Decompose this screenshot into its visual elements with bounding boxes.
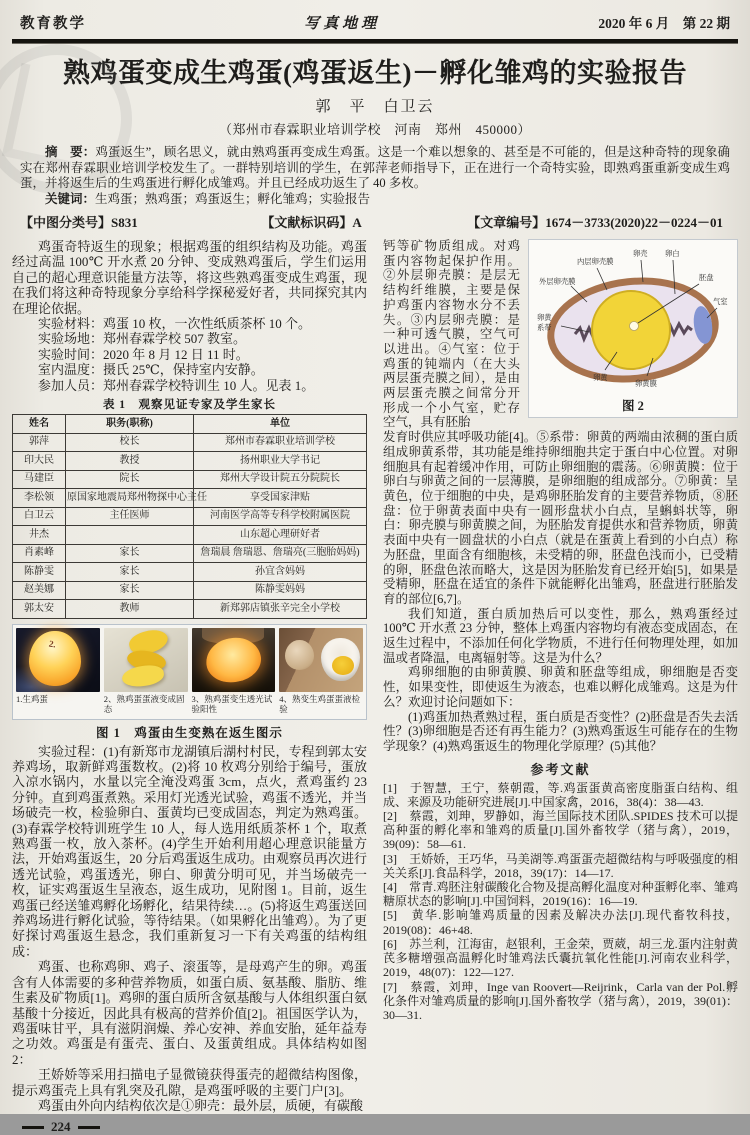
figure1-photo-strip [12, 624, 367, 720]
header-section-name: 教育教学 [20, 16, 86, 32]
abstract-label: 摘 要： [45, 145, 96, 160]
cell-role: 家长 [66, 581, 194, 600]
abstract-text: 鸡蛋返生”，顾名思义，就由熟鸡蛋再变成生鸡蛋。这是一个难以想象的、甚至是不可能的，但是这种奇特的现象确实在郑州春霖职业培训学校发生了。一群特别培训的学生，在郭萍老师指导下，正在进行一个奇特实验，即熟鸡蛋重新变成生鸡蛋，并将返生后的生鸡蛋进行孵化成雏鸡。并且已经成功返生了 40 多枚。 [20, 145, 730, 191]
cell-unit: 享受国家津贴 [194, 489, 367, 508]
glowing-egg [29, 631, 81, 686]
cell-name: 白卫云 [13, 507, 66, 526]
document-code: 【文献标识码】A [261, 215, 362, 231]
photo-cracked-egg [279, 628, 363, 716]
cell-unit: 郑州大学设计院五分院院长 [194, 470, 367, 489]
reference-item: [6] 苏兰利，江海宙，赵银利，王金荣，贾葳，胡三龙.蛋内注射黄芪多糖增强高温孵化时雏鸡法氏囊抗氧化性能[J].河南农业科学，2019，48(07)：122—127. [383, 936, 738, 980]
abstract [20, 145, 730, 192]
article-title: 熟鸡蛋变成生鸡蛋(鸡蛋返生)－孵化雏鸡的实验报告 [63, 58, 687, 88]
cell-role: 家长 [66, 563, 194, 582]
table-row [13, 581, 367, 600]
page-number-dash [78, 1126, 100, 1130]
table-header-row [13, 415, 367, 434]
table-row [13, 600, 367, 619]
reference-item: [5] 黄华.影响雏鸡质量的因素及解决办法[J].现代畜牧科技，2019(08)：46+48. [383, 908, 738, 937]
keywords-label: 关键词： [45, 191, 96, 206]
witness-table [12, 414, 367, 619]
table-row [13, 452, 367, 471]
egg-solid-blob [121, 664, 165, 689]
reference-item: [7] 蔡霞，刘珅，Inge van Roovert—Reijrink，Carla van der Pol.孵化条件对雏鸡质量的影响[J].国外畜牧学（猪与禽），2019，39(01)：30—31. [383, 979, 738, 1022]
blastodisc-dot [630, 322, 639, 331]
shell-mineral-paragraph: 钙等矿物质组成。对鸡蛋内容物起保护作用。②外层卵壳膜：是层无结构纤维膜，主要是保护鸡蛋内容物水分不丢失。③内层卵壳膜：是一种可透气膜，空气可以进出。④气室：位于鸡蛋的钝端内（在大头两层蛋壳膜之间），是由两层蛋壳膜之间常分开形成一个小气室，贮存空气，具有胚胎 [383, 239, 520, 430]
structure-continue-paragraph: 发育时供应其呼吸功能[4]。⑤系带：卵黄的两端由浓稠的蛋白质组成卵黄系带，其功能是维持卵细胞共定于蛋白中心位置。对卵细胞具有起着缓冲作用，可防止卵细胞的震荡。⑥卵黄膜：位于卵白与卵黄之间的一层薄膜，是卵细胞的组成部分。⑦卵黄：呈黄色，位于细胞的中央，是鸡卵胚胎发育的主要营养物质，⑧胚盘：位于卵黄表面中央有一圆形盘状小白点，呈蝌蚪状等，卵白：卵壳膜与卵黄膜之间，为胚胎发育提供水和营养物质，卵黄表面中央有一圆盘状的小白点（就是在蛋黄上看到的小白点）称为胚盘，里面含有细胞核，未受精的卵，胚盘色浅而小，已受精的卵，胚盘色浓而略大，这是因为胚胎发育已经开始[5]，如果是受精卵，胚盘在适宜的条件下就能孵化出雏鸡，胚盘进行胚胎发育的部位[6,7]。 [383, 430, 738, 606]
cell-unit: 詹瑞晨 詹瑞恩、詹瑞亮(三胞胎妈妈) [194, 544, 367, 563]
table-row [13, 544, 367, 563]
label-inner-membrane: 内层卵壳膜 [577, 257, 614, 267]
clc-number: 【中图分类号】S831 [20, 215, 138, 231]
composition-paragraph: 鸡蛋、也称鸡卵、鸡子、滚蛋等，是母鸡产生的卵。鸡蛋含有人体需要的多种营养物质，如蛋白质、氨基酸、脂肪、维生素及矿物质[1]。鸡卵的蛋白质所含氨基酸与人体组织蛋白氨基酸十分接近，因此具有极高的营养价值[2]。祖国医学认为，鸡蛋味甘平，具有滋阴润燥、养心安神、养血安胎，延年益寿之功效。鸡蛋是有蛋壳、蛋白、及蛋黄组成。具体结构如图 2： [12, 959, 367, 1067]
yolk-shape [592, 291, 670, 369]
egg-number-mark: 2. [48, 637, 57, 650]
label-albumen: 卵白 [665, 249, 680, 259]
denaturation-paragraph: 我们知道，蛋白质加热后可以变性，那么，熟鸡蛋经过 100℃ 开水煮 23 分钟，整体上鸡蛋内容物均有液态变成固态，在返生过程中，不添加任何化学物质，不进行任何物理处理，如加温或者降温，电离辐射等。这是为什么？ [383, 606, 738, 665]
left-column [12, 239, 367, 1135]
experiment-time: 实验时间：2020 年 8 月 12 日 11 时。 [38, 346, 249, 362]
cell-unit: 山东超心理研好者 [194, 526, 367, 545]
cell-unit: 河南医学高等专科学校附属医院 [194, 507, 367, 526]
cell-unit: 扬州职业大学书记 [194, 452, 367, 471]
two-column-body [10, 239, 740, 1135]
figure2-egg-diagram [528, 239, 738, 418]
label-shell: 卵壳 [633, 249, 648, 259]
photo-raw-egg [16, 628, 100, 716]
cell-name: 井杰 [13, 526, 66, 545]
page-number-dash [22, 1126, 44, 1130]
inner-structure-start: 鸡蛋由外向内结构依次是①卵壳：最外层，质硬，有碳酸 [38, 1097, 364, 1113]
label-outer-membrane: 外层卵壳膜 [539, 277, 576, 287]
header-rule [12, 39, 738, 44]
article-meta [20, 212, 730, 231]
intro-paragraph: 鸡蛋奇特返生的现象；根据鸡蛋的组织结构及功能。鸡蛋经过高温 100℃ 开水煮 20 分钟、变成熟鸡蛋后，学生们运用自己的超心理意识能量方法等，将这些熟鸡蛋变成生鸡蛋，现在我们将这种奇特现象分享给科学探秘爱好者，共同探究其内在理论依据。 [12, 239, 367, 316]
page-number [22, 1119, 367, 1135]
cell-name: 马建臣 [13, 470, 66, 489]
cell-name: 郭萍 [13, 433, 66, 452]
col-header-name: 姓名 [13, 415, 66, 434]
photo-candling-test [192, 628, 276, 716]
label-air-cell: 气室 [713, 297, 728, 307]
cell-name: 赵美娜 [13, 581, 66, 600]
photo-caption: 4、熟变生鸡蛋蛋液检验 [279, 693, 361, 715]
cracked-egg-image [279, 628, 363, 692]
candling-image [192, 628, 276, 692]
cell-name: 郭太安 [13, 600, 66, 619]
label-yolk-membrane: 卵黄膜 [635, 379, 657, 389]
col-header-role: 职务(职称) [66, 415, 194, 434]
experiment-participants: 参加人员：郑州春霖学校特训生 10 人。见表 1。 [38, 377, 315, 393]
keywords [20, 192, 730, 208]
cell-unit: 新郑郭店镇张辛完全小学校 [194, 600, 367, 619]
article-id: 【文章编号】1674－3733(2020)22－0224－01 [467, 215, 723, 231]
affiliation: （郑州市春霖职业培训学校 河南 郑州 450000） [218, 122, 531, 138]
page-header [10, 10, 740, 39]
table-row [13, 507, 367, 526]
keywords-text: 生鸡蛋；熟鸡蛋；鸡蛋返生；孵化雏鸡；实验报告 [95, 191, 371, 206]
cell-unit: 孙宜含妈妈 [194, 563, 367, 582]
cell-role: 家长 [66, 544, 194, 563]
figure1-caption: 图 1 鸡蛋由生变熟在返生图示 [96, 725, 283, 740]
cell-role: 校长 [66, 433, 194, 452]
cell-role: 主任医师 [66, 507, 194, 526]
photo-caption: 3、熟鸡蛋变生透光试验阳性 [191, 693, 273, 715]
label-blastodisc: 胚盘 [699, 273, 714, 283]
cell-role: 教师 [66, 600, 194, 619]
cell-viability-paragraph: 鸡卵细胞的由卵黄膜、卵黄和胚盘等组成，卵细胞是否变性，如果变性，即使返生为液态，也难以孵化成雏鸡。这是为什么？欢迎讨论问题如下： [383, 665, 738, 709]
page-number-value: 224 [51, 1119, 71, 1135]
cell-name: 李松领 [13, 489, 66, 508]
table1-caption: 表 1 观察见证专家及学生家长 [102, 399, 277, 412]
cell-name: 印大民 [13, 452, 66, 471]
cell-name: 陈静雯 [13, 563, 66, 582]
process-paragraph: 实验过程：(1)有新郑市龙湖镇后湖村村民，专程到郭太安养鸡场，取新鲜鸡蛋数枚。(2)将 10 枚鸡分别给于编号，蛋放入凉水锅内，水量以完全淹没鸡蛋 3cm，点火，煮鸡蛋约 23 分钟。直到鸡蛋煮熟。采用灯光透光试验，鸡蛋不透光，并当场破壳一枚，检验卵白、蛋黄均已变成固态，判定为熟鸡蛋。(3)春霖学校特训班学生 10 人，每人选用纸质茶杯 1 个，取煮熟鸡蛋一枚，放入茶杯。(4)学生开始利用超心理意识能量方法，开始鸡蛋返生，20 分后鸡蛋返生成功。由观察员再次进行透光试验，鸡蛋透光，卵白、卵黄分明可见，并当场破壳一枚，证实鸡蛋返生呈液态，返生成功，见附图 1。目前，返生鸡蛋已经送雏鸡孵化场孵化，结果待续…。(5)将返生鸡蛋送回养鸡场进行孵化试验，等待结果。（如果孵化出雏鸡）。为了更好探讨鸡蛋返生悬念，我们重新复习一下有关鸡蛋的结构组成： [12, 743, 367, 959]
photo-caption: 1.生鸡蛋 [16, 693, 48, 704]
reference-item: [3] 王娇娇，王巧华，马美湖等.鸡蛋蛋壳超微结构与呼吸强度的相关关系[J].食品科学，2018，39(17)：14—17. [383, 851, 738, 880]
shell-structure-paragraph: 王娇娇等采用扫描电子显微镜获得蛋壳的超微结构图像，提示鸡蛋壳上具有乳突及孔隙，是鸡蛋呼吸的主要门户[3]。 [12, 1067, 367, 1098]
solid-egg-image [104, 628, 188, 692]
experiment-materials: 实验材料：鸡蛋 10 枚，一次性纸质茶杯 10 个。 [38, 316, 312, 332]
table-row [13, 563, 367, 582]
reference-item: [4] 常青.鸡胚注射碳酸化合物及提高孵化温度对种蛋孵化率、雏鸡糖原状态的影响[J].中国饲料，2019(16)：16—19. [383, 880, 738, 909]
experiment-temperature: 室内温度：摄氏 25℃，保持室内安静。 [38, 362, 264, 378]
cell-role: 原国家地震局郑州物探中心主任 [66, 489, 194, 508]
cell-name: 肖素峰 [13, 544, 66, 563]
label-chalaza-1: 卵黄 [537, 313, 552, 323]
glowing-egg [202, 633, 264, 685]
reference-item: [2] 蔡霞，刘珅，罗静如，海兰国际技术团队.SPIDES 技术可以提高种蛋的孵化率和雏鸡的质量[J].国外畜牧学（猪与禽），2019，39(09)：58—61. [383, 809, 738, 852]
discussion-questions: (1)鸡蛋加热煮熟过程，蛋白质是否变性？(2)胚盘是否失去活性？(3)卵细胞是否还有再生能力？(3)熟鸡蛋返生可能存在的生物学现象？(4)熟鸡蛋返生的物理化学原理？(5)其他？ [383, 709, 738, 753]
reference-item: [1] 于智慧，王宁，蔡朝霞，等.鸡蛋蛋黄高密度脂蛋白结构、组成、来源及功能研究进展[J].中国家禽，2016，38(4)：38—43. [383, 780, 738, 809]
raw-egg-image [16, 628, 100, 692]
references-heading: 参考文献 [530, 761, 591, 777]
experiment-site: 实验场地：郑州春霖学校 507 教室。 [38, 331, 247, 347]
table-row [13, 433, 367, 452]
col-header-unit: 单位 [194, 415, 367, 434]
journal-name: 写真地理 [304, 16, 381, 32]
whole-egg [285, 640, 313, 669]
authors: 郭 平 白卫云 [315, 99, 435, 116]
photo-caption: 2、熟鸡蛋蛋液变成固态 [103, 693, 185, 715]
label-chalaza-2: 系带 [537, 323, 552, 333]
table-row [13, 526, 367, 545]
label-yolk: 卵黄 [593, 373, 608, 383]
figure2-caption: 图 2 [622, 399, 644, 414]
photo-solid-egg [104, 628, 188, 716]
cell-unit: 郑州市春霖职业培训学校 [194, 433, 367, 452]
table-row [13, 489, 367, 508]
issue-info: 2020 年 6 月 第 22 期 [598, 16, 730, 31]
egg-structure-svg [531, 242, 729, 394]
cell-role [66, 526, 194, 545]
cell-unit: 陈静雯妈妈 [194, 581, 367, 600]
cell-role: 教授 [66, 452, 194, 471]
egg-yolk [332, 656, 354, 675]
cell-role: 院长 [66, 470, 194, 489]
right-column [383, 239, 738, 1135]
table-row [13, 470, 367, 489]
